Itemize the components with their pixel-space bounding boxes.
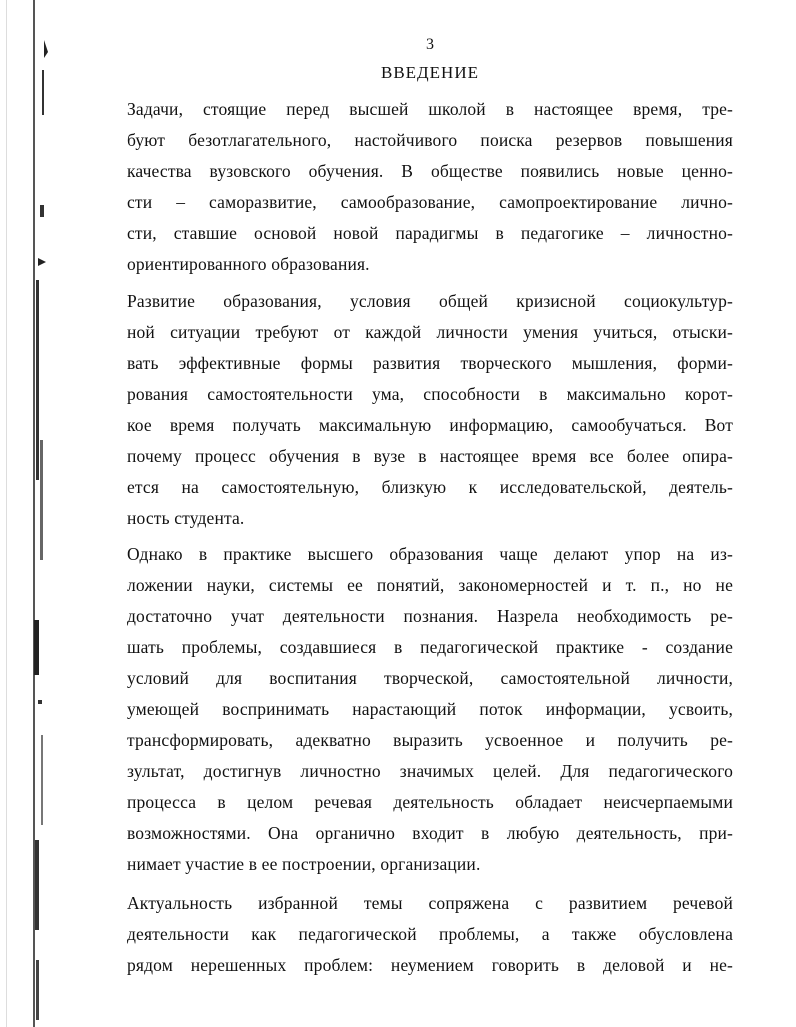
text-line: нимает участие в ее построении, организации. [127, 854, 481, 874]
text-line: деятельности как педагогической проблемы, а также обусловлена [127, 924, 733, 944]
text-line: качества вузовского обучения. В обществе появились новые ценно- [127, 161, 733, 181]
text-line: возможностями. Она органично входит в любую деятельность, при- [127, 823, 733, 843]
text-line: зультат, достигнув личностно значимых целей. Для педагогического [127, 761, 733, 781]
text-line: ориентированного образования. [127, 254, 370, 274]
text-line: Актуальность избранной темы сопряжена с развитием речевой [127, 893, 733, 913]
text-line: достаточно учат деятельности познания. Назрела необходимость ре- [127, 606, 733, 626]
text-line: сти, ставшие основой новой парадигмы в педагогике – личностно- [127, 223, 733, 243]
text-line: рядом нерешенных проблем: неумением говорить в деловой и не- [127, 955, 733, 975]
text-line: умеющей воспринимать нарастающий поток информации, усвоить, [127, 699, 733, 719]
text-line: процесса в целом речевая деятельность обладает неисчерпаемыми [127, 792, 733, 812]
text-line: ложении науки, системы ее понятий, закономерностей и т. п., но не [127, 575, 733, 595]
text-line: Задачи, стоящие перед высшей школой в настоящее время, тре- [127, 99, 733, 119]
text-line: Развитие образования, условия общей кризисной социокультур- [127, 291, 733, 311]
page-number: 3 [426, 36, 434, 53]
paragraph [127, 286, 733, 534]
text-line: ность студента. [127, 508, 245, 528]
page-title: ВВЕДЕНИЕ [381, 63, 479, 82]
text-line: кое время получать максимальную информацию, самообучаться. Вот [127, 415, 733, 435]
text-line: Однако в практике высшего образования чаще делают упор на из- [127, 544, 733, 564]
text-line: ется на самостоятельную, близкую к исследовательской, деятель- [127, 477, 733, 497]
scan-edge-artifact [0, 0, 60, 1027]
paragraph [127, 539, 733, 880]
text-line: почему процесс обучения в вузе в настоящее время все более опира- [127, 446, 733, 466]
paragraph [127, 94, 733, 280]
text-line: шать проблемы, создавшиеся в педагогической практике - создание [127, 637, 733, 657]
text-line: трансформировать, адекватно выразить усвоенное и получить ре- [127, 730, 733, 750]
text-line: буют безотлагательного, настойчивого поиска резервов повышения [127, 130, 733, 150]
paragraph [127, 888, 733, 981]
document-body [127, 94, 733, 981]
text-line: ной ситуации требуют от каждой личности умения учиться, отыски- [127, 322, 733, 342]
text-line: условий для воспитания творческой, самостоятельной личности, [127, 668, 733, 688]
text-line: сти – саморазвитие, самообразование, самопроектирование лично- [127, 192, 733, 212]
text-line: вать эффективные формы развития творческого мышления, форми- [127, 353, 733, 373]
text-line: рования самостоятельности ума, способности в максимально корот- [127, 384, 733, 404]
